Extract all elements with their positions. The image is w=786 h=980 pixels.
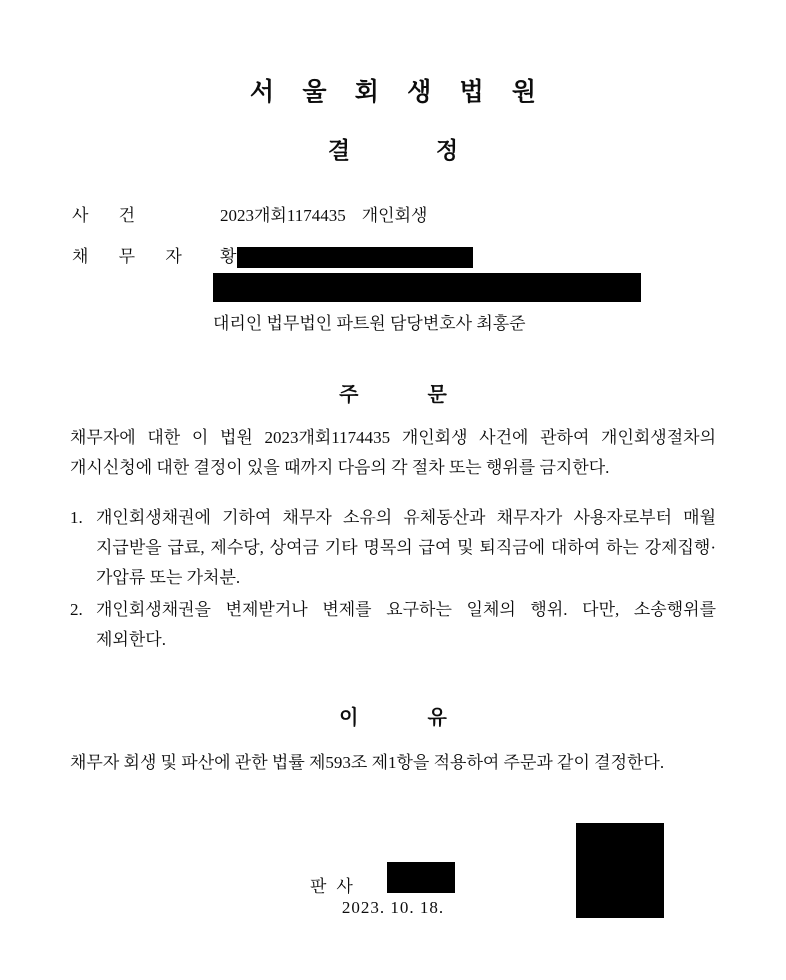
redaction-block-debtor-name bbox=[237, 247, 473, 268]
document-page bbox=[0, 72, 786, 980]
order-paragraph: 채무자에 대한 이 법원 2023개회1174435 개인회생 사건에 관하여 개인회생절차의 개시신청에 대한 결정이 있을 때까지 다음의 각 절차 또는 행위를 금지한다. bbox=[70, 427, 716, 477]
list-item-text: 개인회생채권에 기하여 채무자 소유의 유체동산과 채무자가 사용자로부터 매월 지급받을 급료, 제수당, 상여금 기타 명목의 급여 및 퇴직금에 대하여 하는 강제집행·가압류 또는 가처분. bbox=[96, 507, 716, 587]
case-number-value bbox=[220, 201, 716, 226]
case-info-block bbox=[70, 201, 716, 334]
debtor-name-prefix: 황 bbox=[220, 247, 237, 266]
case-number-text: 2023개회1174435 bbox=[220, 206, 346, 225]
debtor-row bbox=[70, 242, 716, 334]
signature-row bbox=[0, 832, 786, 932]
case-number-row bbox=[70, 201, 716, 226]
reason-section-heading: 이 유 bbox=[339, 706, 479, 729]
legal-agent-line: 대리인 법무법인 파트원 담당변호사 최홍준 bbox=[213, 313, 526, 333]
redaction-block-debtor-address bbox=[213, 273, 641, 302]
case-number-label: 사 건 bbox=[72, 206, 149, 225]
redaction-block-court-seal bbox=[576, 823, 664, 918]
document-type-heading: 결 정 bbox=[327, 138, 499, 163]
list-item bbox=[70, 503, 716, 593]
order-item-list bbox=[70, 503, 716, 655]
list-item-text: 개인회생채권을 변제받거나 변제를 요구하는 일체의 행위. 다만, 소송행위를 제외한다. bbox=[96, 599, 716, 649]
case-type-text: 개인회생 bbox=[361, 206, 428, 225]
list-item bbox=[70, 595, 716, 655]
debtor-value bbox=[213, 242, 716, 334]
list-item-number: 1. bbox=[70, 507, 83, 527]
redaction-block-judge-name bbox=[387, 862, 455, 893]
list-item-number: 2. bbox=[70, 599, 83, 619]
decision-date: 2023. 10. 18. bbox=[341, 897, 445, 917]
debtor-label: 채 무 자 bbox=[72, 247, 195, 266]
judge-label: 판사 bbox=[310, 877, 363, 896]
order-section-heading: 주 문 bbox=[339, 383, 479, 406]
reason-paragraph: 채무자 회생 및 파산에 관한 법률 제593조 제1항을 적용하여 주문과 같이 결정한다. bbox=[70, 752, 665, 772]
court-title: 서 울 회 생 법 원 bbox=[249, 79, 548, 106]
